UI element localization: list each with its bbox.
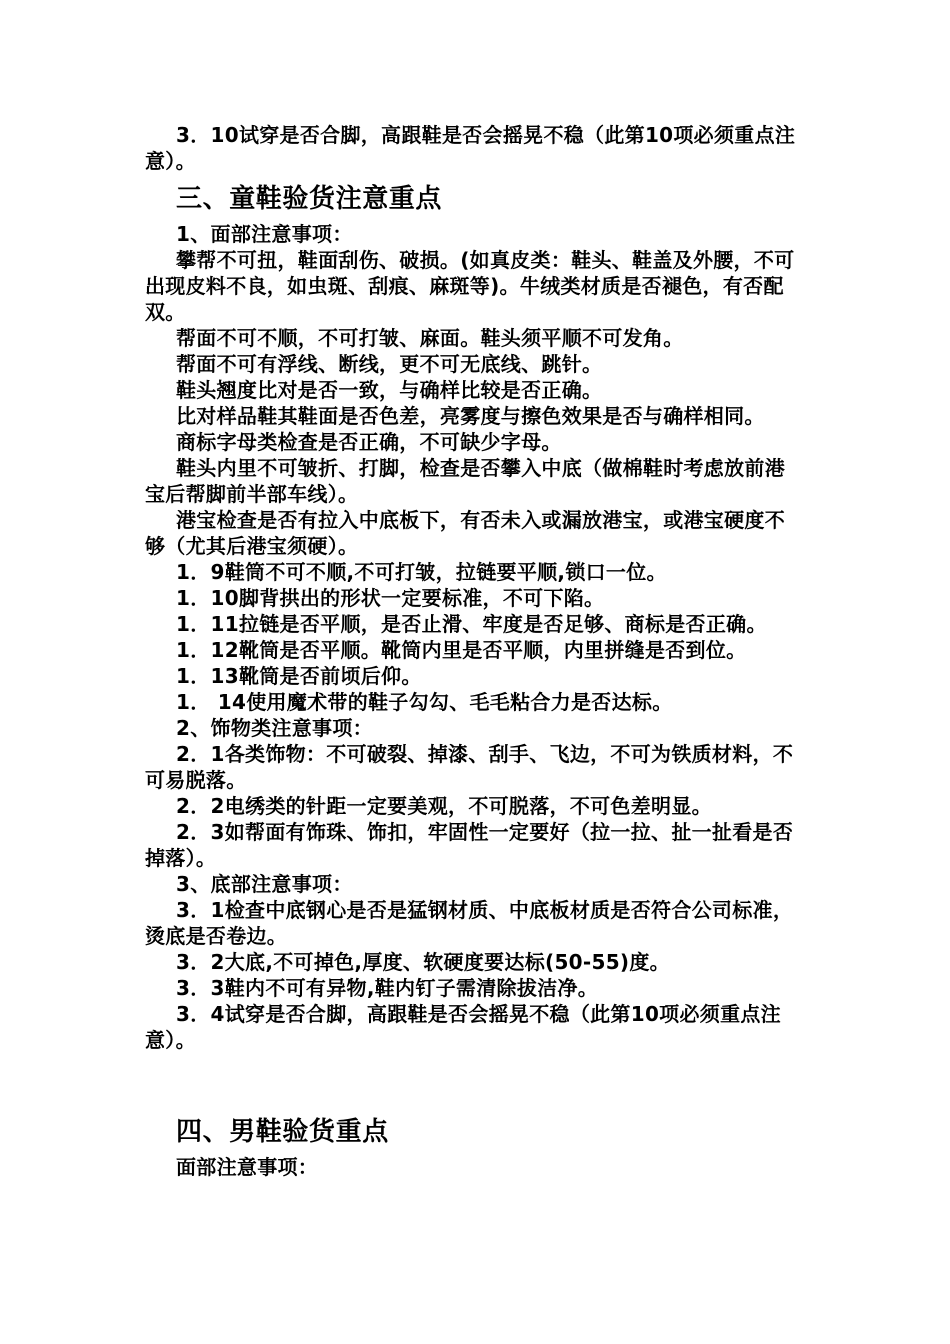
section-heading-children-shoes: 三、童鞋验货注意重点 <box>176 184 443 214</box>
paragraph-toe-spring: 鞋头翘度比对是否一致，与确样比较是否正确。 <box>176 378 603 402</box>
paragraph-1-10-instep: 1．10脚背拱出的形状一定要标准，不可下陷。 <box>176 586 605 610</box>
paragraph-3-2-outsole: 3．2大底,不可掉色,厚度、软硬度要达标(50-55)度。 <box>176 950 670 974</box>
paragraph-upper-lasting: 攀帮不可扭，鞋面刮伤、破损。(如真皮类：鞋头、鞋盖及外腰，不可出现皮料不良，如虫斑、刮痕、麻斑等)。牛绒类材质是否褪色，有否配双。 <box>145 248 795 324</box>
paragraph-2-2-embroidery: 2．2电绣类的针距一定要美观，不可脱落，不可色差明显。 <box>176 794 712 818</box>
paragraph-3-1-shank: 3．1检查中底钢心是否是猛钢材质、中底板材质是否符合公司标准，烫底是否卷边。 <box>145 898 794 948</box>
paragraph-upper-stitching: 帮面不可有浮线、断线，更不可无底线、跳针。 <box>176 352 603 376</box>
subheading-sole-notes: 3、底部注意事项： <box>176 872 353 896</box>
section-heading-mens-shoes: 四、男鞋验货重点 <box>176 1117 389 1147</box>
paragraph-3-10-fit-check: 3．10试穿是否合脚，高跟鞋是否会摇晃不稳（此第10项必须重点注意）。 <box>145 123 796 173</box>
paragraph-1-9-shaft: 1．9鞋筒不可不顺,不可打皱，拉链要平顺,锁口一位。 <box>176 560 667 584</box>
paragraph-1-12-boot-shaft: 1．12靴筒是否平顺。靴筒内里是否平顺，内里拼缝是否到位。 <box>176 638 747 662</box>
paragraph-1-13-boot-tilt: 1．13靴筒是否前顷后仰。 <box>176 664 422 688</box>
paragraph-upper-smooth: 帮面不可不顺，不可打皱、麻面。鞋头须平顺不可发角。 <box>176 326 684 350</box>
subheading-mens-upper-notes: 面部注意事项： <box>176 1155 319 1179</box>
paragraph-toe-lining: 鞋头内里不可皱折、打脚，检查是否攀入中底（做棉鞋时考虑放前港宝后帮脚前半部车线）。 <box>145 456 785 506</box>
paragraph-3-4-fit-check: 3．4试穿是否合脚，高跟鞋是否会摇晃不稳（此第10项必须重点注意）。 <box>145 1002 781 1052</box>
paragraph-3-3-foreign-objects: 3．3鞋内不可有异物,鞋内钉子需清除拔洁净。 <box>176 976 599 1000</box>
paragraph-2-1-ornaments: 2．1各类饰物：不可破裂、掉漆、刮手、飞边，不可为铁质材料，不可易脱落。 <box>145 742 794 792</box>
paragraph-color-compare: 比对样品鞋其鞋面是否色差，亮雾度与擦色效果是否与确样相同。 <box>176 404 765 428</box>
paragraph-counter-check: 港宝检查是否有拉入中底板下，有否未入或漏放港宝，或港宝硬度不够（尤其后港宝须硬）。 <box>145 508 785 558</box>
subheading-upper-notes: 1、面部注意事项： <box>176 222 353 246</box>
paragraph-2-3-beads: 2．3如帮面有饰珠、饰扣，牢固性一定要好（拉一拉、扯一扯看是否掉落）。 <box>145 820 794 870</box>
paragraph-1-11-zipper: 1．11拉链是否平顺，是否止滑、牢度是否足够、商标是否正确。 <box>176 612 767 636</box>
paragraph-logo-letters: 商标字母类检查是否正确，不可缺少字母。 <box>176 430 562 454</box>
subheading-ornament-notes: 2、饰物类注意事项： <box>176 716 373 740</box>
paragraph-1-14-velcro: 1． 14使用魔术带的鞋子勾勾、毛毛粘合力是否达标。 <box>176 690 673 714</box>
document-body <box>145 122 805 1180</box>
